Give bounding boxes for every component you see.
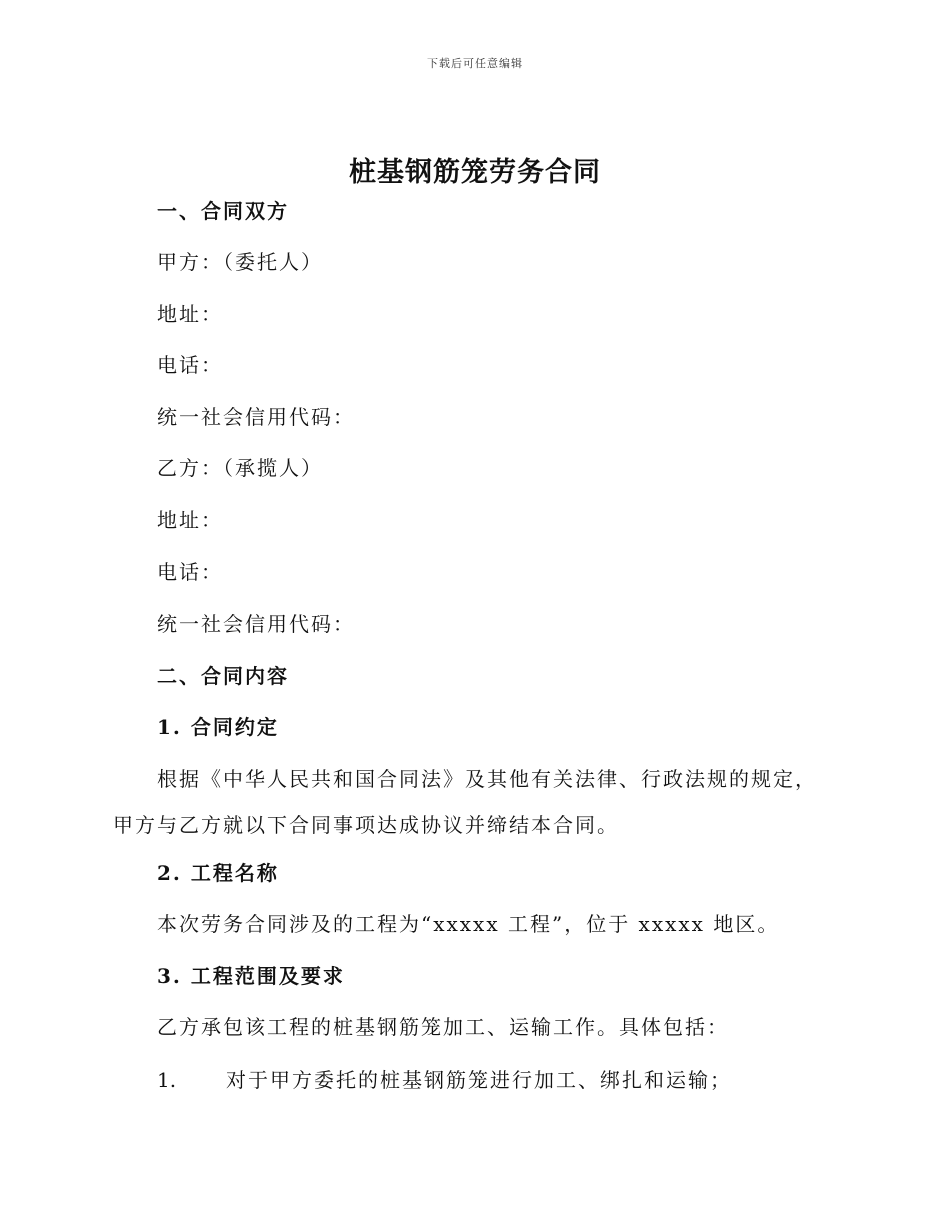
subsection-heading-agreement: 1. 合同约定 — [157, 715, 279, 739]
party-b-credit-code-label: 统一社会信用代码： — [157, 612, 355, 636]
list-item-text: 对于甲方委托的桩基钢筋笼进行加工、绑扎和运输； — [226, 1068, 732, 1092]
subsection-heading-project-name: 2. 工程名称 — [157, 861, 279, 885]
section-heading-parties: 一、合同双方 — [157, 199, 289, 223]
section-heading-content: 二、合同内容 — [157, 664, 289, 688]
party-a-address-label: 地址： — [157, 302, 223, 326]
document-title: 桩基钢筋笼劳务合同 — [349, 157, 601, 188]
agreement-paragraph: 根据《中华人民共和国合同法》及其他有关法律、行政法规的规定，甲方与乙方就以下合同事项达成协议并缔结本合同。 — [113, 767, 817, 837]
project-name-paragraph: 本次劳务合同涉及的工程为“xxxxx 工程”，位于 xxxxx 地区。 — [157, 912, 780, 936]
party-b-address-label: 地址： — [157, 508, 223, 532]
header-note: 下载后可任意编辑 — [427, 57, 523, 70]
party-b-label: 乙方：（承揽人） — [157, 456, 323, 480]
party-a-phone-label: 电话： — [157, 353, 223, 377]
subsection-heading-scope: 3. 工程范围及要求 — [157, 964, 345, 988]
list-item-number: 1. — [157, 1068, 177, 1092]
party-a-credit-code-label: 统一社会信用代码： — [157, 405, 355, 429]
party-a-label: 甲方：（委托人） — [157, 250, 323, 274]
party-b-phone-label: 电话： — [157, 560, 223, 584]
scope-paragraph: 乙方承包该工程的桩基钢筋笼加工、运输工作。具体包括： — [157, 1015, 729, 1039]
